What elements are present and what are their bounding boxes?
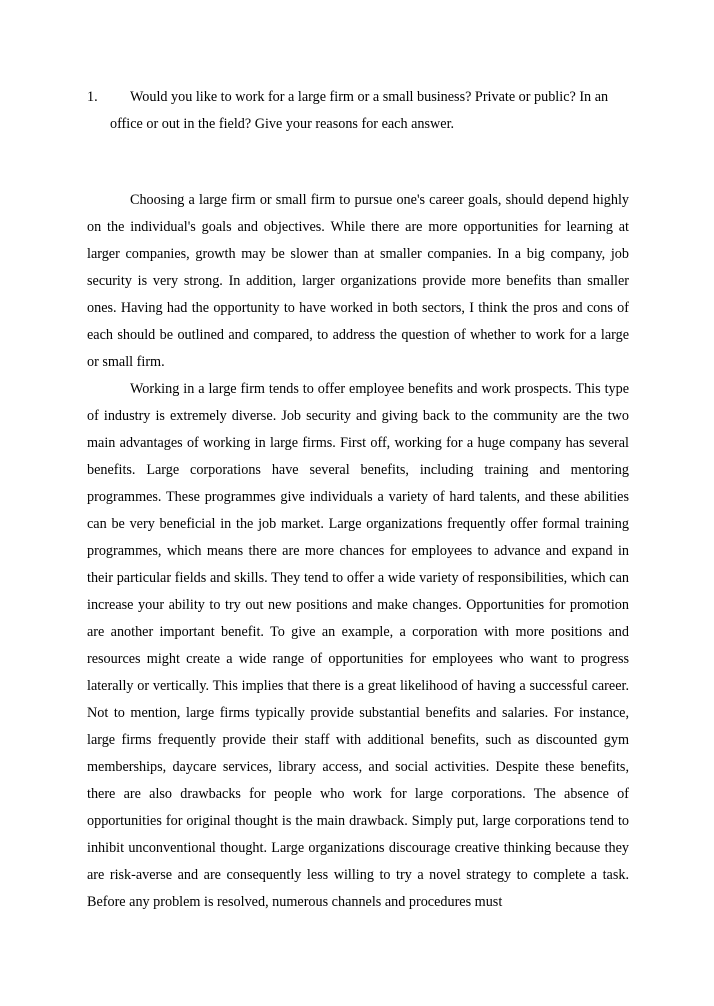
question-text: Would you like to work for a large firm or a small business? Private or public? In an office or out in the field? Give your reasons for each answer. xyxy=(110,89,609,132)
essay-paragraph-intro: Choosing a large firm or small firm to pursue one's career goals, should depend highly on the individual's goals and objectives. While there are more opportunities for learning at larger companies, growth may be slower than at smaller companies. In a big company, job security is very strong. In addition, larger organizations provide more benefits than smaller ones. Having had the opportunity to have worked in both sectors, I think the pros and cons of each should be outlined and compared, to address the question of whether to work for a large or small firm. xyxy=(87,192,629,370)
question-block xyxy=(87,84,632,138)
essay-body xyxy=(87,187,629,916)
essay-paragraph-large-firm: Working in a large firm tends to offer employee benefits and work prospects. This type of industry is extremely diverse. Job security and giving back to the community are the two main advantages of working in large firms. First off, working for a huge company has several benefits. Large corporations have several benefits, including training and mentoring programmes. These programmes give individuals a variety of hard talents, and these abilities can be very beneficial in the job market. Large organizations frequently offer formal training programmes, which means there are more chances for employees to advance and expand in their particular fields and skills. They tend to offer a wide variety of responsibilities, which can increase your ability to try out new positions and make changes. Opportunities for promotion are another important benefit. To give an example, a corporation with more positions and resources might create a wide range of opportunities for employees who want to progress laterally or vertically. This implies that there is a great likelihood of having a successful career. Not to mention, large firms typically provide substantial benefits and salaries. For instance, large firms frequently provide their staff with additional benefits, such as discounted gym memberships, daycare services, library access, and social activities. Despite these benefits, there are also drawbacks for people who work for large corporations. The absence of opportunities for original thought is the main drawback. Simply put, large corporations tend to inhibit unconventional thought. Large organizations discourage creative thinking because they are risk-averse and are consequently less willing to try a novel strategy to complete a task. Before any problem is resolved, numerous channels and procedures must xyxy=(87,381,629,910)
question-number: 1. xyxy=(87,89,98,105)
